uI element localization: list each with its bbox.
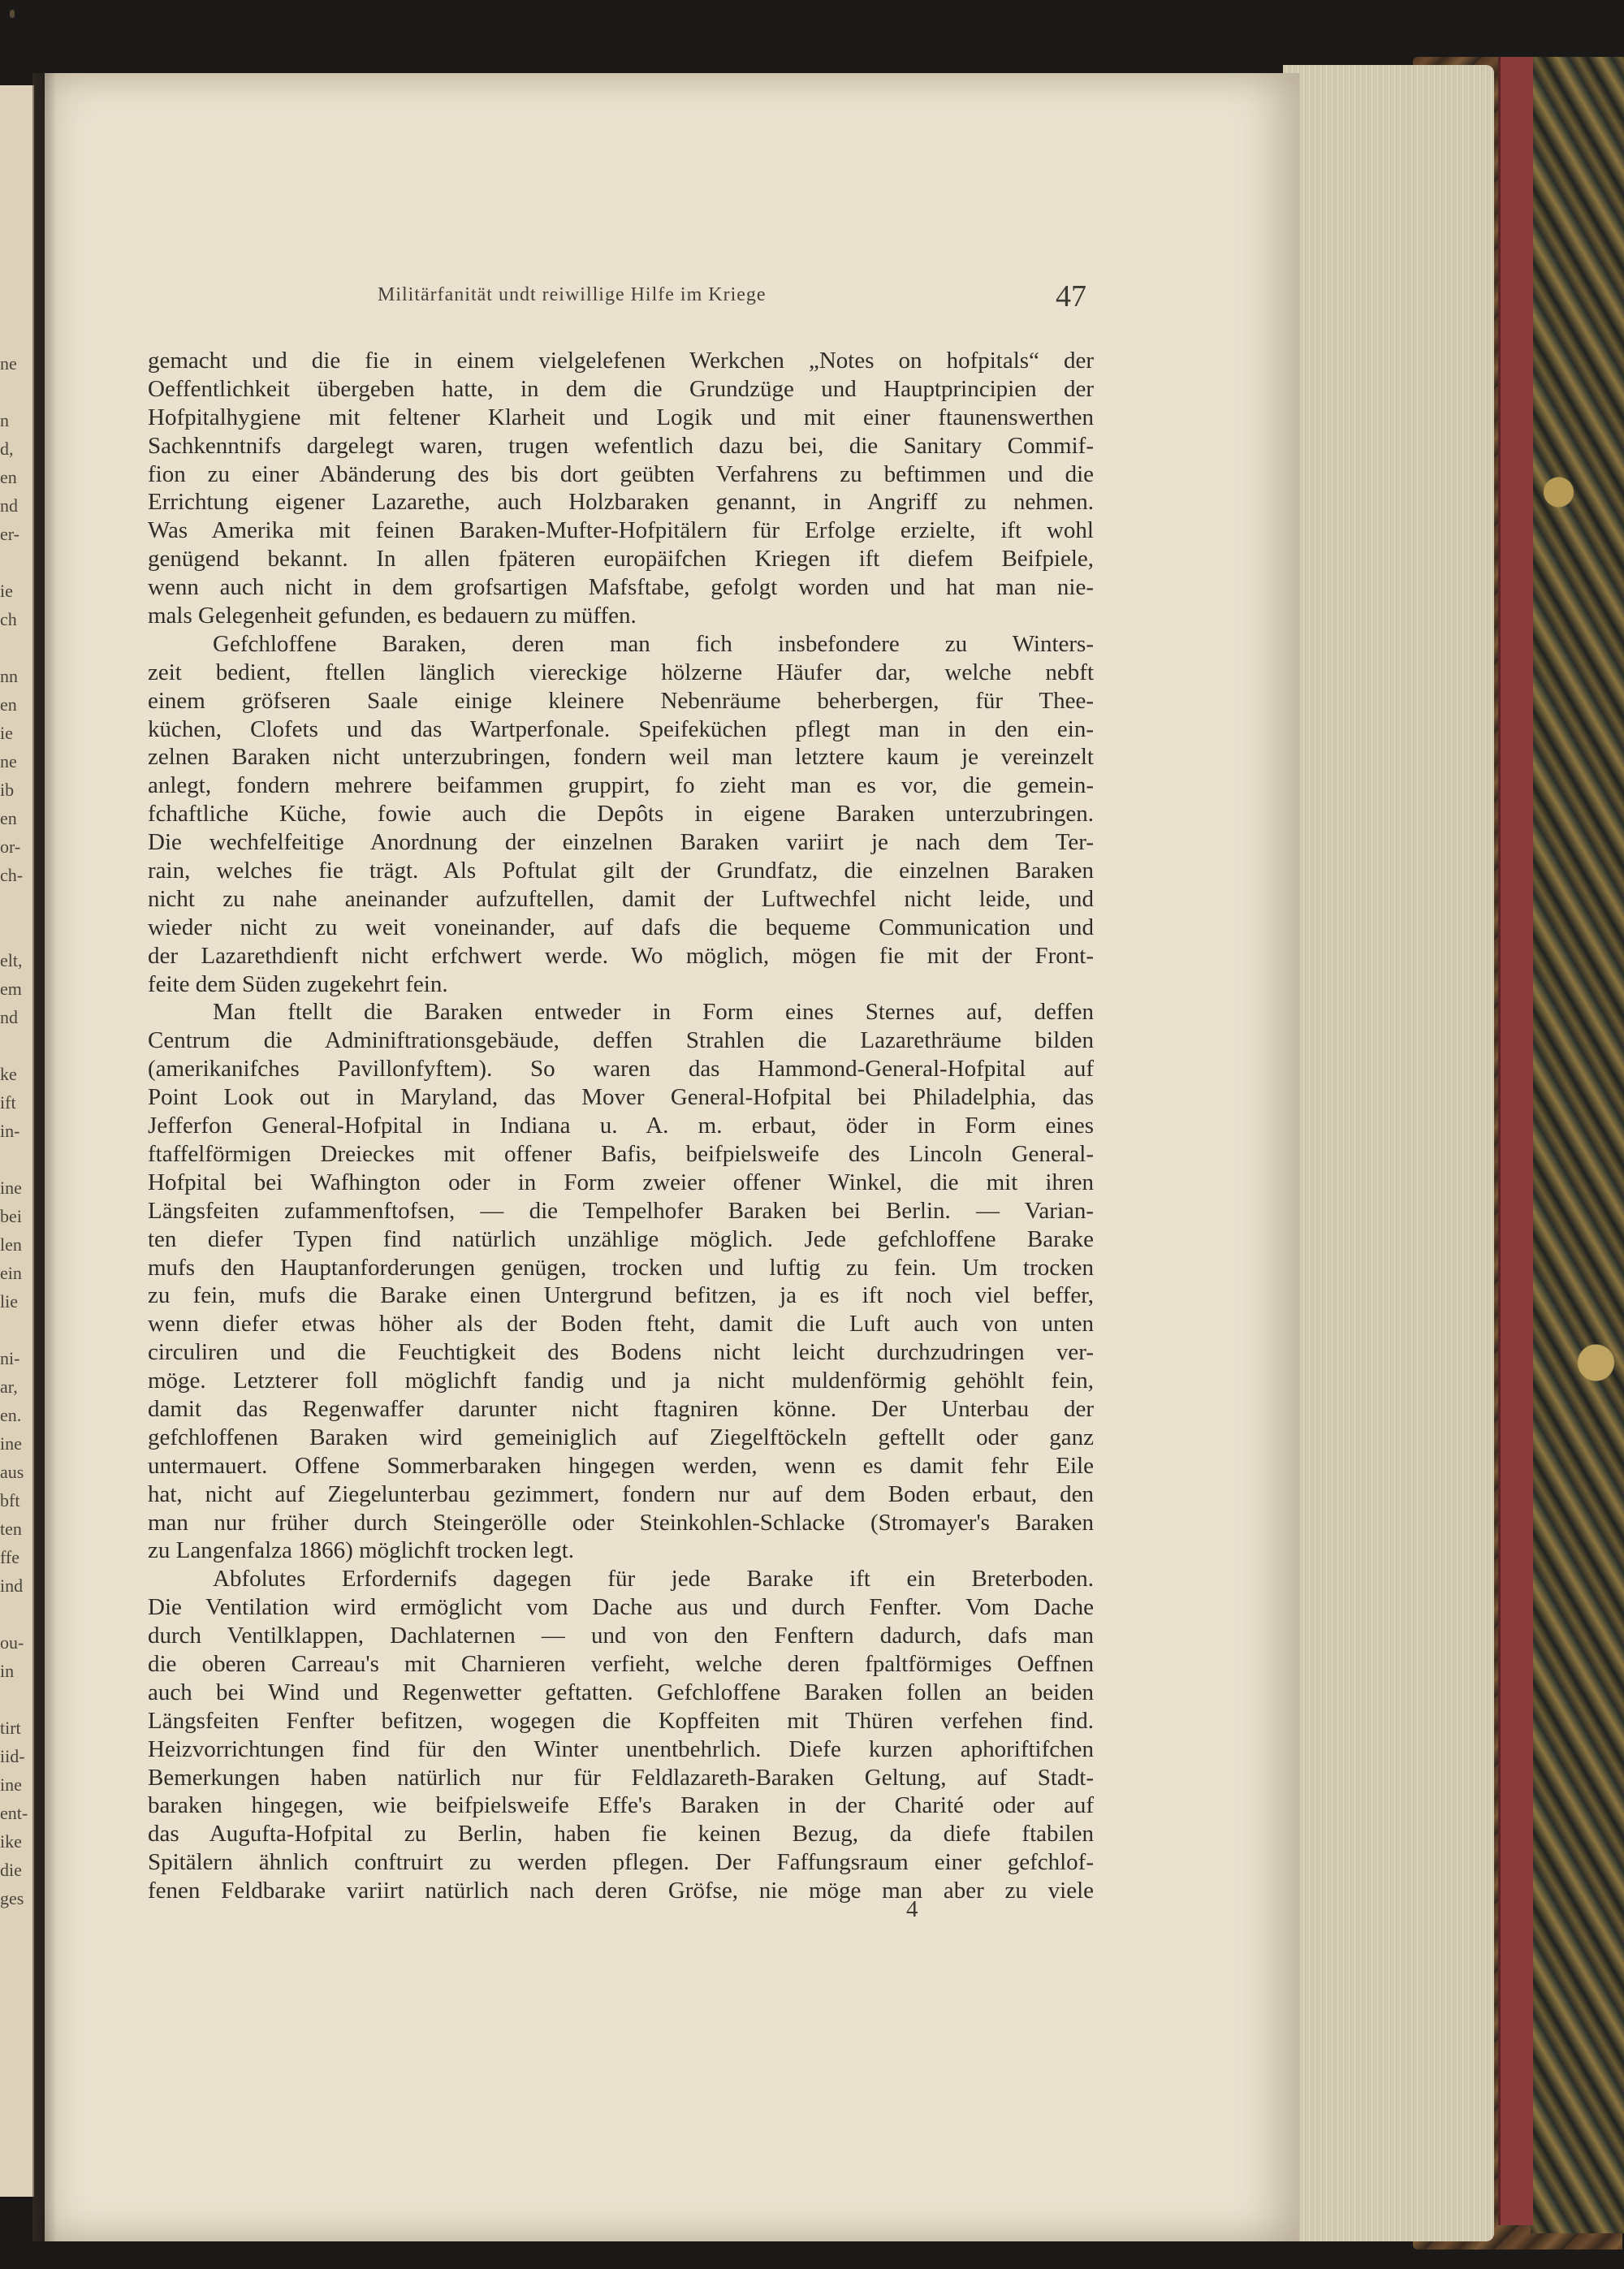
text-line: zeit bedient, ftellen länglich viereckige hölzerne Häufer dar, welche nebft bbox=[148, 659, 1094, 685]
text-line: das Augufta-Hofpital zu Berlin, haben fie keinen Bezug, da diefe ftabilen bbox=[148, 1821, 1094, 1848]
text-line: fion zu einer Abänderung des bis dort geübten Verfahrens zu beftimmen und die bbox=[148, 460, 1094, 487]
left-page-fragment: ch bbox=[0, 609, 17, 629]
text-line: Bemerkungen haben natürlich nur für Feldlazareth-Baraken Geltung, auf Stadt- bbox=[148, 1764, 1094, 1791]
left-page-fragment: iid- bbox=[0, 1746, 25, 1766]
text-line: Spitälern ähnlich conftruirt zu werden pflegen. Der Faffungsraum einer gefchlof- bbox=[148, 1849, 1094, 1876]
text-line: Längsfeiten zufammenftofsen, — die Tempelhofer Baraken bei Berlin. — Varian- bbox=[148, 1197, 1094, 1224]
text-line: Point Look out in Maryland, das Mover General-Hofpital bei Philadelphia, das bbox=[148, 1084, 1094, 1111]
left-page-fragment: en. bbox=[0, 1405, 22, 1425]
left-page-fragment: die bbox=[0, 1860, 22, 1880]
body-text bbox=[148, 347, 1094, 1905]
left-page-fragment: ten bbox=[0, 1519, 22, 1539]
text-line: wieder nicht zu weit voneinander, auf dafs die bequeme Communication und bbox=[148, 914, 1094, 940]
text-line: ten diefer Typen find natürlich unzählige möglich. Jede gefchloffene Barake bbox=[148, 1225, 1094, 1252]
left-page-fragment: ou- bbox=[0, 1632, 24, 1653]
text-line: zelnen Baraken nicht unterzubringen, fondern weil man letztere kaum je vereinzelt bbox=[148, 744, 1094, 771]
left-page-fragment: ib bbox=[0, 780, 15, 800]
left-page-fragment: ent- bbox=[0, 1803, 28, 1823]
text-line: Jefferfon General-Hofpital in Indiana u. A. m. erbaut, öder in Form eines bbox=[148, 1113, 1094, 1139]
gutter-shadow bbox=[32, 73, 57, 2241]
text-line: die oberen Carreau's mit Charnieren verfieht, welche deren fpaltförmiges Oeffnen bbox=[148, 1650, 1094, 1677]
text-line: küchen, Clofets und das Wartperfonale. Speifeküchen pflegt man in den ein- bbox=[148, 715, 1094, 742]
text-line: damit das Regenwaffer darunter nicht ftagniren könne. Der Unterbau der bbox=[148, 1395, 1094, 1422]
left-page-fragment: ges bbox=[0, 1888, 24, 1908]
text-line: gemacht und die fie in einem vielgelefenen Werkchen „Notes on hofpitals“ der bbox=[148, 348, 1094, 374]
text-line: man nur früher durch Steingerölle oder Steinkohlen-Schlacke (Stromayer's Baraken bbox=[148, 1509, 1094, 1536]
text-line: Gefchloffene Baraken, deren man fich insbefondere zu Winters- bbox=[213, 630, 1094, 657]
text-line: gefchloffenen Baraken wird gemeiniglich auf Ziegelftöckeln geftellt oder ganz bbox=[148, 1424, 1094, 1450]
text-line: wenn diefer etwas höher als der Boden fteht, damit die Luft auch von unten bbox=[148, 1311, 1094, 1338]
left-page-fragment: ind bbox=[0, 1575, 24, 1596]
left-page-fragment: nd bbox=[0, 1007, 18, 1027]
text-line: fchaftliche Küche, fowie auch die Depôts in eigene Baraken unterzubringen. bbox=[148, 801, 1094, 828]
left-page-fragment: bei bbox=[0, 1206, 22, 1226]
text-line: möge. Letzterer foll möglichft fandig und ja nicht muldenförmig gehöhlt fein, bbox=[148, 1368, 1094, 1394]
left-page-fragment: in- bbox=[0, 1121, 20, 1141]
signature-mark: 4 bbox=[906, 1896, 918, 1922]
left-page-fragment: lie bbox=[0, 1291, 18, 1312]
text-line: mals Gelegenheit gefunden, es bedauern zu müffen. bbox=[148, 603, 637, 629]
left-page-fragment: ike bbox=[0, 1831, 22, 1852]
text-line: durch Ventilklappen, Dachlaternen — und von den Fenftern dadurch, dafs man bbox=[148, 1623, 1094, 1649]
text-line: hat, nicht auf Ziegelunterbau gezimmert, fondern nur auf dem Boden erbaut, den bbox=[148, 1480, 1094, 1507]
left-page-fragment: aus bbox=[0, 1462, 24, 1482]
left-page-fragment: ne bbox=[0, 353, 17, 374]
dust-speck bbox=[10, 10, 15, 18]
text-line: baraken hingegen, wie beifpielsweife Effe's Baraken in der Charité oder auf bbox=[148, 1792, 1094, 1819]
text-line: Sachkenntnifs dargelegt waren, trugen wefentlich dazu bei, die Sanitary Commif- bbox=[148, 432, 1094, 459]
left-page-fragment: ke bbox=[0, 1064, 17, 1084]
text-line: Centrum die Adminiftrationsgebäude, deffen Strahlen die Lazarethräume bilden bbox=[148, 1027, 1094, 1054]
text-line: Die Ventilation wird ermöglicht vom Dache aus und durch Fenfter. Vom Dache bbox=[148, 1594, 1094, 1621]
left-page-fragment: ine bbox=[0, 1774, 22, 1795]
text-line: (amerikanifches Pavillonfyftem). So waren das Hammond-General-Hofpital auf bbox=[148, 1056, 1094, 1083]
text-line: der Lazarethdienft nicht erfchwert werde. Wo möglich, mögen fie mit der Front- bbox=[148, 942, 1094, 969]
left-page-fragment: ch- bbox=[0, 865, 24, 885]
text-line: genügend bekannt. In allen fpäteren europäifchen Kriegen ift diefem Beifpiele, bbox=[148, 546, 1094, 573]
text-line: feite dem Süden zugekehrt fein. bbox=[148, 970, 448, 997]
left-page-fragment: ie bbox=[0, 581, 13, 601]
text-line: Heizvorrichtungen find für den Winter unentbehrlich. Diefe kurzen aphoriftifchen bbox=[148, 1735, 1094, 1762]
text-line: circuliren und die Feuchtigkeit des Bodens nicht leicht durchzudringen ver- bbox=[148, 1339, 1094, 1366]
left-page-fragment: ein bbox=[0, 1263, 22, 1283]
running-head: Militärfanität undt reiwillige Hilfe im Kriege bbox=[378, 284, 767, 305]
left-page-fragment: n bbox=[0, 410, 9, 430]
left-page-fragment: er- bbox=[0, 524, 19, 544]
text-line: nicht zu nahe aneinander aufzuftellen, damit der Luftwechfel nicht leide, und bbox=[148, 885, 1094, 912]
text-line: Hofpital bei Wafhington oder in Form zweier offener Winkel, die mit ihren bbox=[148, 1169, 1094, 1195]
text-line: Abfolutes Erfordernifs dagegen für jede Barake ift ein Breterboden. bbox=[213, 1566, 1094, 1593]
left-page-fragment: nd bbox=[0, 495, 18, 516]
text-line: zu fein, mufs die Barake einen Untergrund befitzen, ja es ift noch viel beffer, bbox=[148, 1282, 1094, 1309]
text-line: Man ftellt die Baraken entweder in Form eines Sternes auf, deffen bbox=[213, 999, 1094, 1026]
left-page-fragment: ie bbox=[0, 723, 13, 743]
text-line: wenn auch nicht in dem grofsartigen Mafsftabe, gefolgt worden und hat man nie- bbox=[148, 574, 1094, 601]
left-page-fragment: ift bbox=[0, 1092, 16, 1113]
left-page-fragment: len bbox=[0, 1234, 22, 1255]
text-line: anlegt, fondern mehrere beifammen gruppirt, fo zieht man es vor, die gemein- bbox=[148, 772, 1094, 799]
left-page-fragment: bft bbox=[0, 1490, 20, 1511]
left-page-fragment: ni- bbox=[0, 1348, 20, 1368]
left-page-fragment: em bbox=[0, 979, 22, 999]
left-page-fragment: tirt bbox=[0, 1718, 21, 1738]
left-page-fragment: ffe bbox=[0, 1547, 20, 1567]
text-line: Längsfeiten Fenfter befitzen, wogegen die Kopffeiten mit Thüren verfehen find. bbox=[148, 1707, 1094, 1734]
text-line: Hofpitalhygiene mit feltener Klarheit und Logik und mit einer ftaunenswerthen bbox=[148, 404, 1094, 430]
text-line: Errichtung eigener Lazarethe, auch Holzbaraken genannt, in Angriff zu nehmen. bbox=[148, 489, 1094, 516]
text-line: Was Amerika mit feinen Baraken-Mufter-Hofpitälern für Erfolge erzielte, ift wohl bbox=[148, 517, 1094, 544]
cover-edge-binding bbox=[1498, 57, 1533, 2225]
left-page-fragment: d, bbox=[0, 439, 14, 459]
left-page-fragment: en bbox=[0, 694, 17, 715]
left-page-fragment: elt, bbox=[0, 950, 23, 970]
text-line: untermauert. Offene Sommerbaraken hingegen werden, wenn es damit fehr Eile bbox=[148, 1452, 1094, 1479]
page-stack-edge bbox=[1283, 65, 1494, 2241]
left-page-fragment: ine bbox=[0, 1433, 22, 1454]
left-page-fragment: ine bbox=[0, 1178, 22, 1198]
text-line: Die wechfelfeitige Anordnung der einzelnen Baraken variirt je nach dem Ter- bbox=[148, 829, 1094, 856]
text-line: zu Langenfalza 1866) möglichft trocken legt. bbox=[148, 1537, 575, 1564]
left-page-fragment: or- bbox=[0, 836, 21, 857]
marbled-endpaper bbox=[1531, 57, 1624, 2233]
text-line: rain, welches fie trägt. Als Poftulat gilt der Grundfatz, die einzelnen Baraken bbox=[148, 858, 1094, 884]
left-page-fragment: en bbox=[0, 467, 17, 487]
left-page-fragment: en bbox=[0, 808, 17, 828]
text-line: Oeffentlichkeit übergeben hatte, in dem die Grundzüge und Hauptprincipien der bbox=[148, 375, 1094, 402]
text-line: fenen Feldbarake variirt natürlich nach deren Gröfse, nie möge man aber zu viele bbox=[148, 1878, 1094, 1904]
left-page-fragment: in bbox=[0, 1661, 15, 1681]
text-line: ftaffelförmigen Dreieckes mit offener Bafis, beifpielsweife des Lincoln General- bbox=[148, 1140, 1094, 1167]
text-line: mufs den Hauptanforderungen genügen, trocken und luftig zu fein. Um trocken bbox=[148, 1254, 1094, 1281]
page-number: 47 bbox=[1056, 279, 1086, 313]
text-line: auch bei Wind und Regenwetter geftatten. Gefchloffene Baraken follen an beiden bbox=[148, 1679, 1094, 1705]
text-line: einem gröfseren Saale einige kleinere Nebenräume beherbergen, für Thee- bbox=[148, 687, 1094, 714]
left-page-fragment: ar, bbox=[0, 1377, 18, 1397]
left-page-fragment: ne bbox=[0, 751, 17, 771]
left-page-fragment: nn bbox=[0, 666, 18, 686]
